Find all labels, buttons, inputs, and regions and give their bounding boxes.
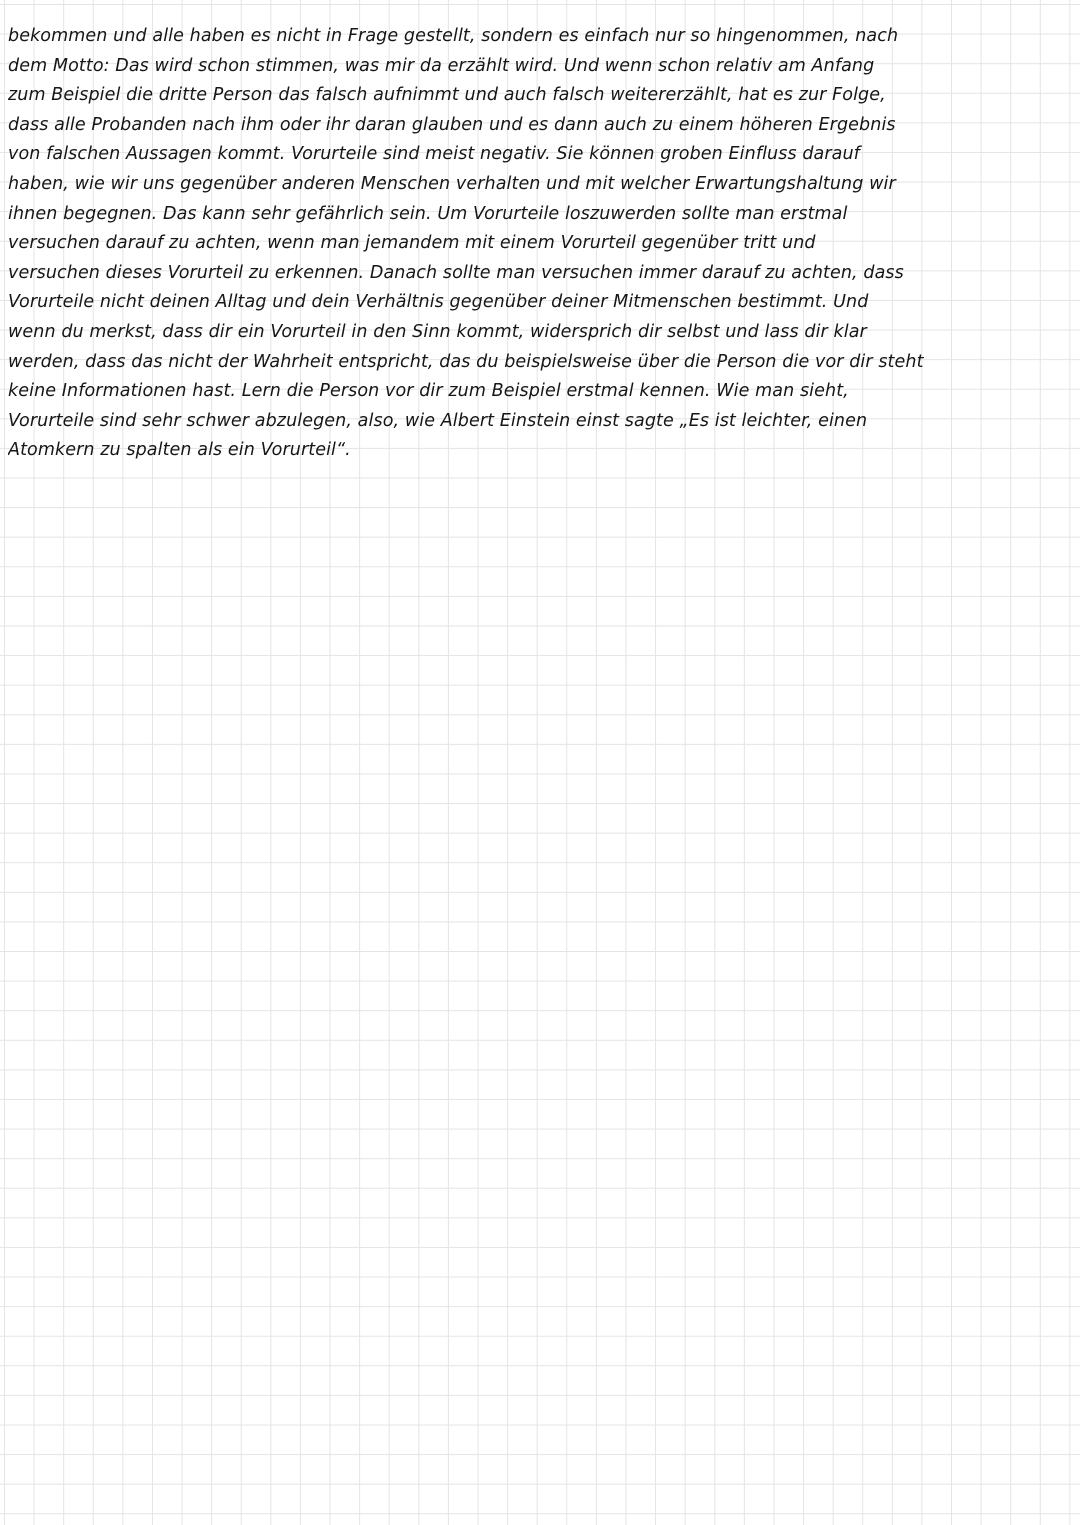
text-line: zum Beispiel die dritte Person das falsch aufnimmt und auch falsch weitererzählt, hat es zur Folge, (8, 85, 886, 106)
text-line: dass alle Probanden nach ihm oder ihr daran glauben und es dann auch zu einem höheren Ergebnis (8, 114, 896, 135)
text-line: von falschen Aussagen kommt. Vorurteile sind meist negativ. Sie können groben Einfluss darauf (8, 144, 860, 165)
text-line: dem Motto: Das wird schon stimmen, was mir da erzählt wird. Und wenn schon relativ am Anfang (8, 55, 875, 76)
text-line: ihnen begegnen. Das kann sehr gefährlich sein. Um Vorurteile loszuwerden sollte man erstmal (8, 203, 848, 224)
text-line: versuchen dieses Vorurteil zu erkennen. Danach sollte man versuchen immer darauf zu achten, dass (8, 262, 904, 283)
text-line: Vorurteile nicht deinen Alltag und dein Verhältnis gegenüber deiner Mitmenschen bestimmt. Und (8, 292, 869, 313)
text-line: Atomkern zu spalten als ein Vorurteil“. (8, 440, 351, 461)
text-line: haben, wie wir uns gegenüber anderen Menschen verhalten und mit welcher Erwartungshaltung wir (8, 173, 896, 194)
text-line: werden, dass das nicht der Wahrheit entspricht, das du beispielsweise über die Person die vor dir steht (8, 351, 924, 372)
text-line: wenn du merkst, dass dir ein Vorurteil in den Sinn kommt, widersprich dir selbst und lass dir klar (8, 321, 867, 342)
text-line: Vorurteile sind sehr schwer abzulegen, also, wie Albert Einstein einst sagte „Es ist leichter, einen (8, 410, 868, 431)
text-line: versuchen darauf zu achten, wenn man jemandem mit einem Vorurteil gegenüber tritt und (8, 233, 816, 254)
text-line: bekommen und alle haben es nicht in Frage gestellt, sondern es einfach nur so hingenommen, nach (8, 26, 899, 46)
handwritten-essay-text (8, 22, 1070, 466)
text-line: keine Informationen hast. Lern die Person vor dir zum Beispiel erstmal kennen. Wie man sieht, (8, 381, 849, 402)
